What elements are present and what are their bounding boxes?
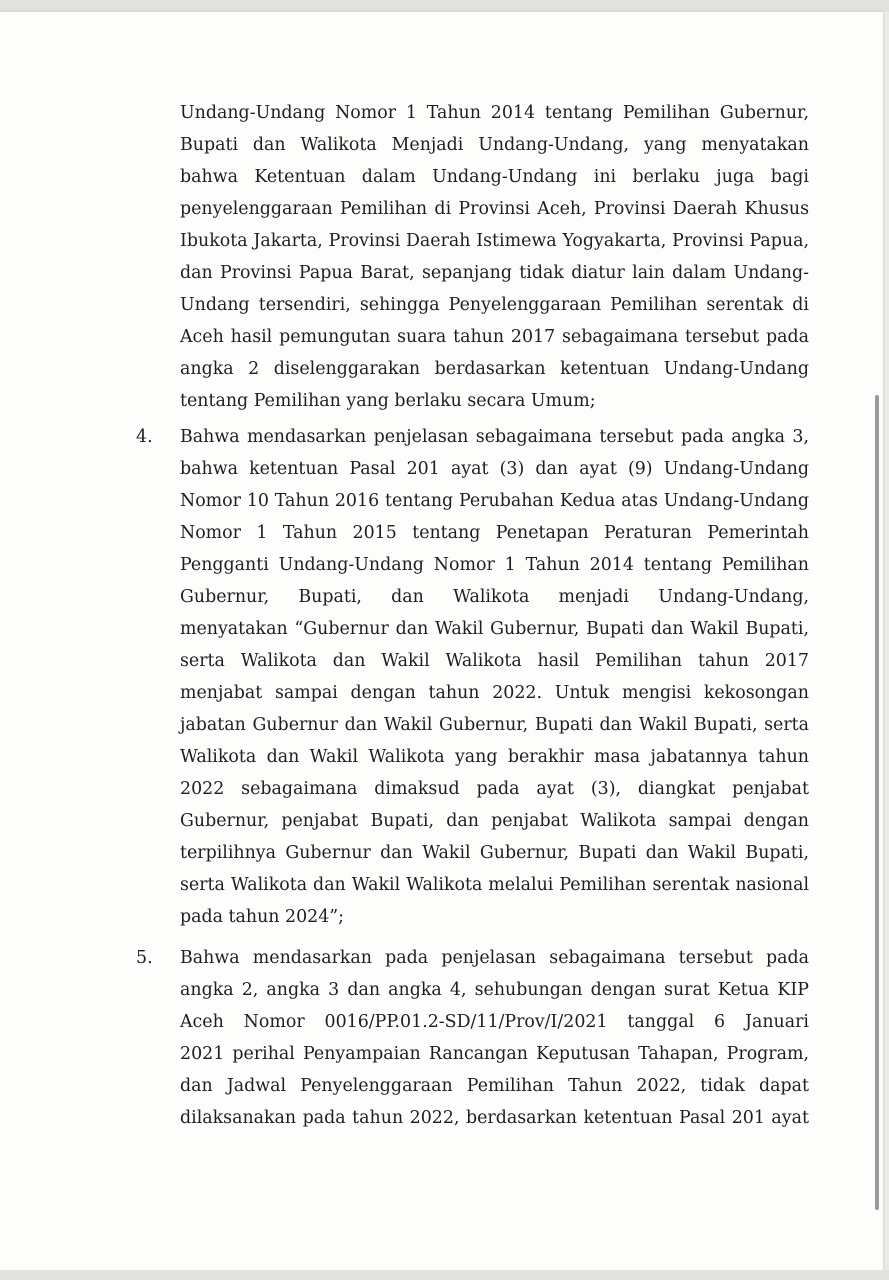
text-line: Aceh hasil pemungutan suara tahun 2017 sebagaimana tersebut pada (180, 327, 809, 347)
text-line: dan Provinsi Papua Barat, sepanjang tidak diatur lain dalam Undang- (180, 263, 809, 283)
text-line: dan Jadwal Penyelenggaraan Pemilihan Tahun 2022, tidak dapat (180, 1076, 809, 1096)
text-line: terpilihnya Gubernur dan Wakil Gubernur, Bupati dan Wakil Bupati, (180, 843, 809, 863)
text-line: Undang tersendiri, sehingga Penyelenggaraan Pemilihan serentak di (180, 295, 809, 315)
text-line: 2021 perihal Penyampaian Rancangan Keputusan Tahapan, Program, (180, 1044, 809, 1064)
text-line: Aceh Nomor 0016/PP.01.2-SD/11/Prov/I/2021 tanggal 6 Januari (180, 1012, 809, 1032)
text-line: bahwa ketentuan Pasal 201 ayat (3) dan ayat (9) Undang-Undang (180, 459, 809, 479)
text-line: angka 2, angka 3 dan angka 4, sehubungan dengan surat Ketua KIP (180, 980, 809, 1000)
text-line: Bupati dan Walikota Menjadi Undang-Undang, yang menyatakan (180, 135, 809, 155)
text-line: Pengganti Undang-Undang Nomor 1 Tahun 2014 tentang Pemilihan (180, 555, 809, 575)
page-edge-shadow (875, 395, 879, 1210)
item-number: 5. (136, 948, 153, 968)
text-line: menjabat sampai dengan tahun 2022. Untuk mengisi kekosongan (180, 683, 809, 703)
text-line: Gubernur, penjabat Bupati, dan penjabat Walikota sampai dengan (180, 811, 809, 831)
text-line: dilaksanakan pada tahun 2022, berdasarkan ketentuan Pasal 201 ayat (180, 1108, 809, 1128)
scan-bottom-margin (0, 1270, 889, 1280)
document-page (0, 12, 883, 1270)
intro-paragraph (180, 97, 809, 417)
item-number: 4. (136, 427, 153, 447)
text-line: pada tahun 2024”; (180, 907, 345, 927)
text-line: Walikota dan Wakil Walikota yang berakhir masa jabatannya tahun (180, 747, 809, 767)
text-line: Bahwa mendasarkan penjelasan sebagaimana tersebut pada angka 3, (180, 427, 809, 447)
text-line: penyelenggaraan Pemilihan di Provinsi Aceh, Provinsi Daerah Khusus (180, 199, 809, 219)
text-line: menyatakan “Gubernur dan Wakil Gubernur, Bupati dan Wakil Bupati, (180, 619, 809, 639)
text-line: serta Walikota dan Wakil Walikota hasil Pemilihan tahun 2017 (180, 651, 809, 671)
text-line: serta Walikota dan Wakil Walikota melalui Pemilihan serentak nasional (180, 875, 809, 895)
text-line: Nomor 10 Tahun 2016 tentang Perubahan Kedua atas Undang-Undang (180, 491, 809, 511)
text-line: bahwa Ketentuan dalam Undang-Undang ini berlaku juga bagi (180, 167, 809, 187)
scan-top-margin (0, 0, 889, 12)
text-line: tentang Pemilihan yang berlaku secara Umum; (180, 391, 596, 411)
item-5-paragraph (180, 942, 809, 1134)
text-line: Ibukota Jakarta, Provinsi Daerah Istimewa Yogyakarta, Provinsi Papua, (180, 231, 809, 251)
text-line: angka 2 diselenggarakan berdasarkan ketentuan Undang-Undang (180, 359, 809, 379)
text-line: Undang-Undang Nomor 1 Tahun 2014 tentang Pemilihan Gubernur, (180, 103, 809, 123)
text-line: 2022 sebagaimana dimaksud pada ayat (3), diangkat penjabat (180, 779, 809, 799)
text-line: Bahwa mendasarkan pada penjelasan sebagaimana tersebut pada (180, 948, 809, 968)
item-4-paragraph (180, 421, 809, 933)
text-line: Gubernur, Bupati, dan Walikota menjadi Undang-Undang, (180, 587, 809, 607)
text-line: Nomor 1 Tahun 2015 tentang Penetapan Peraturan Pemerintah (180, 523, 809, 543)
text-line: jabatan Gubernur dan Wakil Gubernur, Bupati dan Wakil Bupati, serta (180, 715, 809, 735)
